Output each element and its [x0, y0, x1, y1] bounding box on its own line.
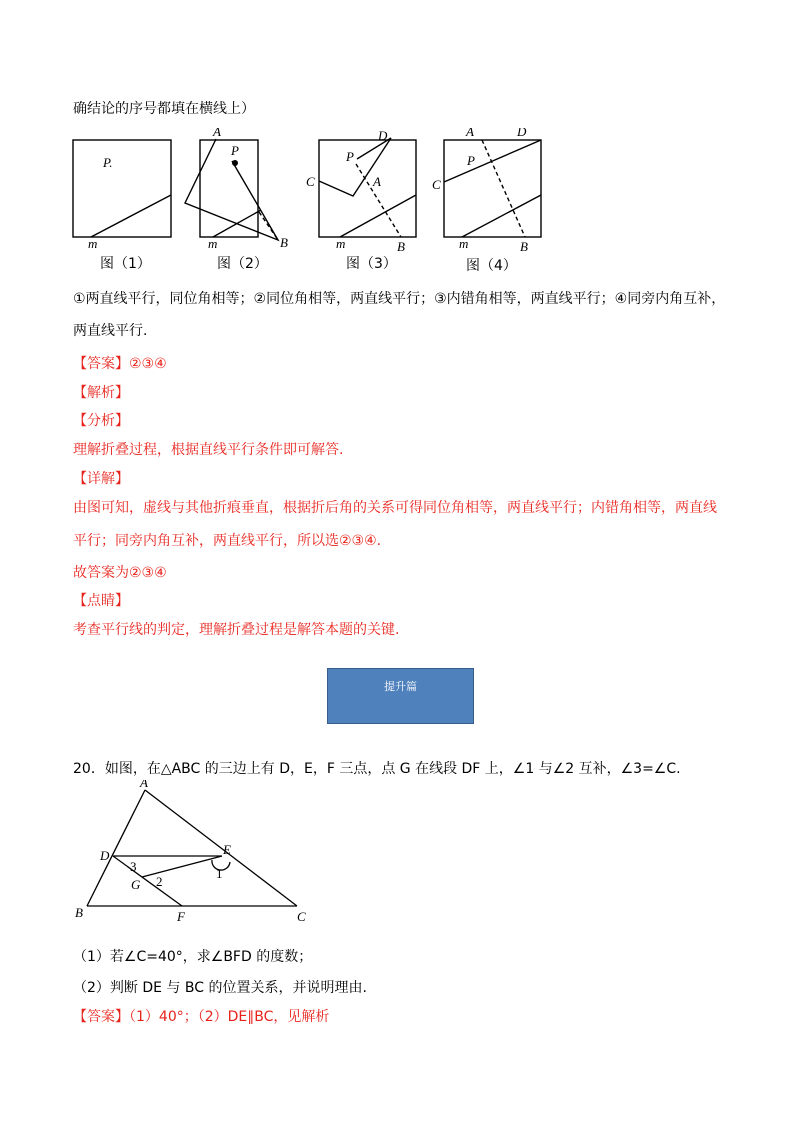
label: B [280, 235, 288, 250]
label: B [520, 239, 528, 254]
label: D [100, 848, 110, 863]
label: C [432, 177, 441, 192]
caption-fig4: 图（4） [466, 258, 517, 274]
banner-text: 提升篇 [384, 680, 417, 693]
label: B [75, 905, 83, 920]
caption-fig1: 图（1） [100, 256, 151, 272]
section-banner [327, 668, 474, 724]
fig4-rect [444, 140, 541, 237]
intro-text: 确结论的序号都填在横线上） [73, 101, 255, 117]
label: m [208, 236, 218, 251]
label: D [378, 128, 388, 143]
fig1-square [73, 140, 171, 237]
caption-fig2: 图（2） [217, 256, 268, 272]
analysis-label: 【解析】 [73, 385, 129, 401]
xiangjie-line-2: 平行；同旁内角互补，两直线平行，所以选②③④. [73, 533, 382, 549]
fenxi-text: 理解折叠过程，根据直线平行条件即可解答. [73, 442, 344, 458]
dianjing-text: 考查平行线的判定，理解折叠过程是解答本题的关键. [73, 622, 400, 638]
answer-value: ②③④ [129, 356, 167, 372]
segment-ge [142, 856, 222, 877]
label: C [297, 909, 306, 924]
label: C [306, 174, 315, 189]
label: A [213, 128, 221, 139]
options-line-1: ①两直线平行，同位角相等；②同位角相等，两直线平行；③内错角相等，两直线平行；④同旁内角互补， [73, 291, 726, 307]
conclusion-text: 故答案为②③④ [73, 565, 167, 581]
options-line-2: 两直线平行. [73, 323, 148, 339]
sub-question-1: （1）若∠C=40°，求∠BFD 的度数； [73, 949, 313, 965]
side-ac [145, 790, 297, 906]
label: A [140, 780, 148, 790]
label: A [373, 174, 381, 189]
xiangjie-line-1: 由图可知，虚线与其他折痕垂直，根据折后角的关系可得同位角相等，两直线平行；内错角相等，两直线 [73, 500, 717, 516]
label: 2 [156, 874, 163, 889]
label: m [336, 236, 346, 251]
label: D [517, 128, 527, 139]
answer-line [73, 355, 167, 373]
label: m [459, 236, 469, 251]
triangle-figure [70, 780, 370, 940]
label: G [131, 877, 141, 892]
fig2-point-p [232, 160, 238, 166]
fig3-line-m [340, 195, 416, 237]
fenxi-label: 【分析】 [73, 413, 129, 429]
question-20: 20．如图，在△ABC 的三边上有 D，E，F 三点，点 G 在线段 DF 上，∠1 与∠2 互补，∠3=∠C. [73, 761, 681, 777]
label: P [231, 143, 239, 158]
label: A [466, 128, 474, 139]
label: P [346, 149, 354, 164]
label: P. [103, 155, 113, 170]
answer-20-value: （1）40°；（2）DE∥BC，见解析 [129, 1009, 330, 1025]
answer-20-line [73, 1008, 329, 1026]
label: F [177, 909, 185, 924]
answer-label: 【答案】 [73, 356, 129, 372]
fig4-line-top [444, 140, 541, 182]
xiangjie-label: 【详解】 [73, 471, 129, 487]
label: B [397, 239, 405, 254]
label: 1 [216, 866, 223, 881]
dianjing-label: 【点睛】 [73, 593, 129, 609]
answer-20-label: 【答案】 [73, 1009, 129, 1025]
segment-df [113, 856, 182, 906]
fig4-line-m [462, 195, 541, 237]
folding-figures [0, 128, 800, 268]
label: m [88, 236, 98, 251]
sub-question-2: （2）判断 DE 与 BC 的位置关系，并说明理由. [73, 980, 367, 996]
caption-fig3: 图（3） [346, 256, 397, 272]
fig2-line-m [213, 210, 261, 237]
label: 3 [130, 859, 137, 874]
label: E [223, 842, 231, 857]
fig1-line-m [91, 195, 171, 237]
label: P [467, 153, 475, 168]
